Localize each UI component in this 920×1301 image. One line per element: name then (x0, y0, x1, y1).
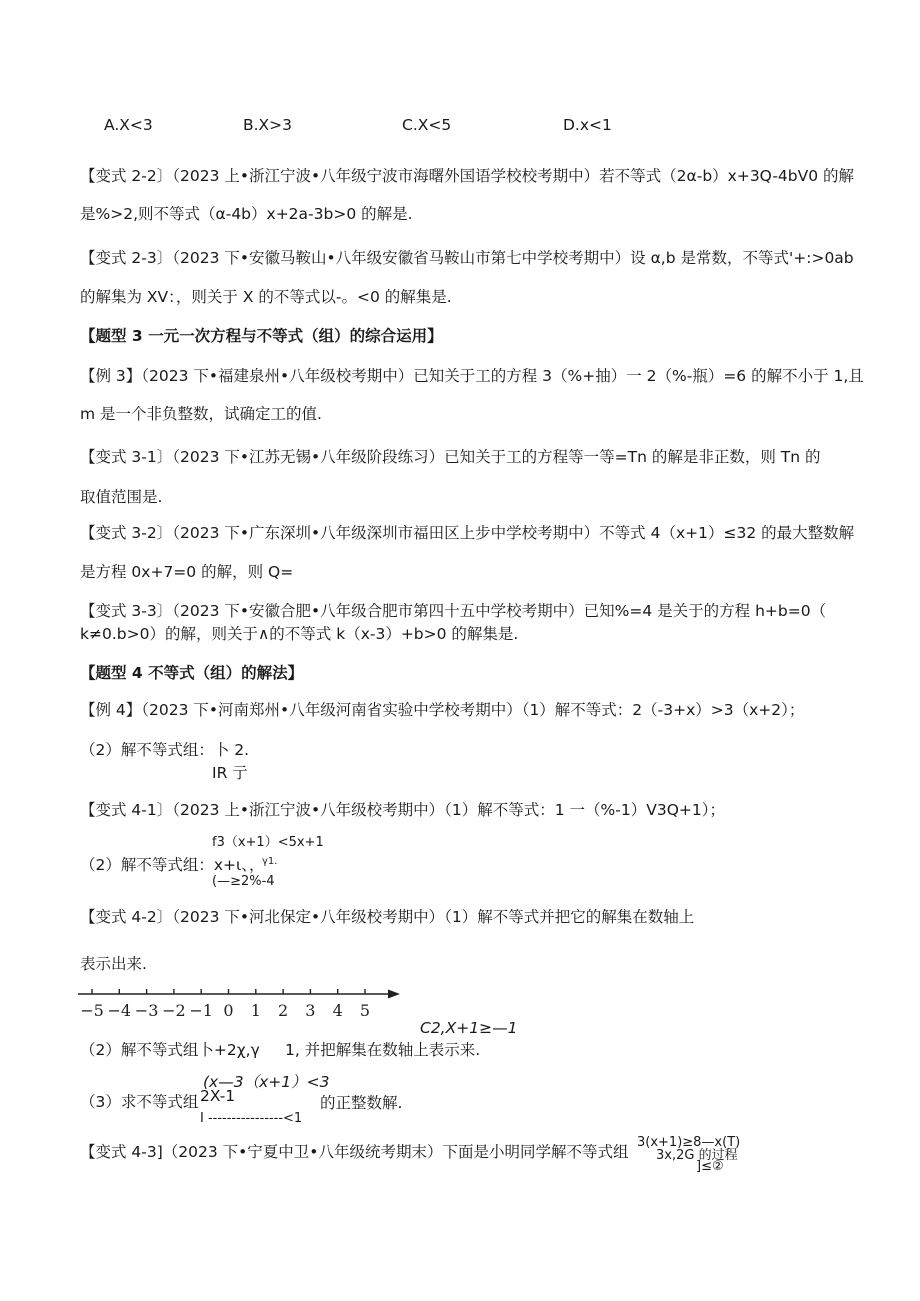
number-line-tick-label: −5 (80, 1001, 104, 1020)
example-4-line2: （2）解不等式组：卜 2. (80, 741, 250, 759)
variant-4-2-question-2-tail: 1, 并把解集在数轴上表示来. (285, 1041, 481, 1059)
variant-4-2-question-2: （2）解不等式组卜+2χ,γ (80, 1041, 260, 1059)
variant-3-2-line1: 【变式 3-2〕（2023 下•广东深圳•八年级深圳市福田区上步中学校考期中）不等式 4（x+1）≤32 的最大整数解 (80, 524, 855, 542)
variant-4-3-system-bottom: 3x,2G 的过程 (656, 1148, 738, 1163)
option-a: A.X<3 (104, 116, 153, 134)
variant-3-1-line2: 取值范围是. (80, 488, 163, 506)
variant-4-2-q3-system-mid: 2X-1 (200, 1087, 236, 1105)
number-line (78, 986, 408, 1026)
option-d: D.x<1 (563, 116, 612, 134)
variant-4-2-q3-system-top: (x—3（x+1）<3 (203, 1073, 330, 1091)
variant-3-3-line2: k≠0.b>0）的解，则关于∧的不等式 k（x-3）+b>0 的解集是. (80, 625, 519, 643)
variant-4-2-question-3-tail: 的正整数解. (320, 1094, 403, 1112)
example-3-line1: 【例 3】（2023 下•福建泉州•八年级校考期中）已知关于工的方程 3（%+抽）一 2（%-瓶）=6 的解不小于 1,且 (80, 367, 864, 385)
variant-3-2-line2: 是方程 0x+7=0 的解，则 Q= (80, 563, 294, 581)
number-line-tick-label: 1 (250, 1001, 261, 1020)
variant-4-3-line1: 【变式 4-3]（2023 下•宁夏中卫•八年级统考期末）下面是小明同学解不等式组 (80, 1143, 629, 1161)
variant-4-2-line1: 【变式 4-2〕（2023 下•河北保定•八年级校考期中）（1）解不等式并把它的解集在数轴上 (80, 908, 695, 926)
variant-4-2-system-top: C2,X+1≥—1 (420, 1019, 518, 1037)
variant-4-1-system-bottom: (—≥2%-4 (212, 874, 275, 889)
variant-2-3-line2: 的解集为 XV：，则关于 X 的不等式以-。<0 的解集是. (80, 288, 452, 306)
number-line-tick-label: 5 (359, 1001, 371, 1020)
number-line-tick-label: −3 (134, 1001, 159, 1020)
number-line-tick-label: 2 (278, 1001, 289, 1020)
type-4-heading: 【题型 4 不等式（组）的解法】 (80, 664, 304, 682)
number-line-tick-label: −4 (107, 1001, 132, 1020)
type-3-heading: 【题型 3 一元一次方程与不等式（组）的综合运用】 (80, 327, 443, 345)
number-line-tick-label: −2 (162, 1001, 186, 1020)
variant-2-3-line1: 【变式 2-3〕（2023 下•安徽马鞍山•八年级安徽省马鞍山市第七中学校考期中）设 α,b 是常数，不等式'+:>0ab (80, 249, 854, 267)
number-line-tick-label: 3 (305, 1001, 316, 1020)
variant-3-1-line1: 【变式 3-1〕（2023 下•江苏无锡•八年级阶段练习）已知关于工的方程等一等=Tn 的解是非正数，则 Tn 的 (80, 448, 821, 466)
variant-4-2-question-3: （3）求不等式组 (80, 1093, 199, 1111)
variant-4-1-system-mid: γ1. (262, 856, 278, 867)
variant-2-2-line2: 是%>2,则不等式（α-4b）x+2a-3b>0 的解是. (80, 205, 413, 223)
variant-4-1-system-top: f3（x+1）<5x+1 (212, 835, 324, 850)
option-b: B.X>3 (243, 116, 293, 134)
example-4-line1: 【例 4】（2023 下•河南郑州•八年级河南省实验中学校考期中）（1）解不等式：2（-3+x）>3（x+2）； (80, 701, 805, 719)
variant-4-2-q3-system-bottom: I ----------------<1 (200, 1111, 303, 1126)
number-line-tick-label: 4 (332, 1001, 343, 1020)
variant-4-1-line2: （2）解不等式组：x+ι、， (80, 856, 265, 874)
variant-3-3-line1: 【变式 3-3〕（2023 下•安徽合肥•八年级合肥市第四十五中学校考期中）已知%=4 是关于的方程 h+b=0（ (80, 602, 827, 620)
variant-4-2-line2: 表示出来. (80, 955, 147, 973)
example-4-line3: IR 亍 (212, 764, 248, 782)
number-line-arrow-icon (388, 990, 400, 999)
variant-4-3-system-top: 3(x+1)≥8—x(T) (637, 1135, 741, 1150)
number-line-tick-label: −1 (189, 1001, 213, 1020)
number-line-tick-label: 0 (223, 1001, 234, 1020)
variant-4-1-line1: 【变式 4-1〕（2023 上•浙江宁波•八年级校考期中）（1）解不等式：1 一（%-1）V3Q+1）； (80, 801, 726, 819)
variant-4-3-system-mark: ]≤② (696, 1159, 724, 1174)
variant-2-2-line1: 【变式 2-2〕（2023 上•浙江宁波•八年级宁波市海曙外国语学校校考期中）若不等式（2α-b）x+3Q-4bV0 的解 (80, 167, 855, 185)
option-c: C.X<5 (402, 116, 452, 134)
example-3-line2: m 是一个非负整数，试确定工的值. (80, 405, 322, 423)
